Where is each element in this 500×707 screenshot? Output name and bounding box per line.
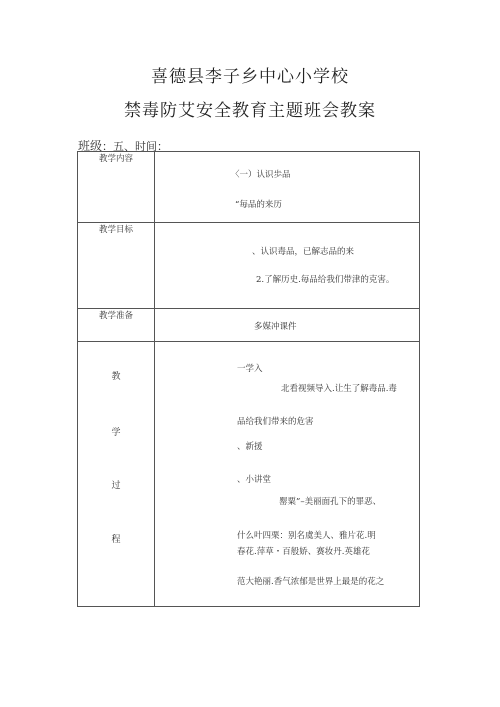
process-line-1: 一学入 [237, 364, 263, 374]
goals-line-1: 、认识毒品，已解志品的来 [252, 247, 355, 257]
process-cell [155, 342, 420, 607]
process-line-4: 、新援 [237, 442, 263, 452]
goals-line-2: 2.了解历史.毎品给我们带津的克害。 [256, 275, 395, 285]
process-label-char-1: 教 [111, 372, 121, 382]
prep-label: 教学准备 [78, 309, 155, 342]
goals-cell [155, 223, 420, 309]
content-cell [155, 152, 420, 223]
class-label: 班级 [78, 139, 103, 153]
school-name: 喜德县李子乡中心小学校 [151, 67, 349, 87]
prep-cell [155, 309, 420, 342]
lesson-plan-table [77, 151, 420, 607]
process-line-8: 春花.萍草・百般娇、赛妆丹.英雄花 [237, 547, 370, 557]
goals-row [78, 223, 420, 309]
process-row [78, 342, 420, 607]
process-line-6: 罂粟”–美丽面孔下的罪恶、 [279, 497, 382, 507]
prep-line-1: 多媒冲课件 [254, 322, 297, 332]
process-label [78, 342, 155, 607]
process-line-9: 范大艳丽.香气浓郁是世界上最是的花之 [237, 577, 385, 587]
process-line-5: 、小讲堂 [237, 475, 272, 485]
document-title: 禁毒防艾安全教育主题班会教案 [124, 101, 376, 121]
process-line-3: 品给我们带来的危害 [237, 417, 314, 427]
process-line-2: 北看视频导入.让生了解毒品.毒 [281, 384, 397, 394]
process-label-char-4: 程 [111, 535, 121, 545]
content-label: 教学内容 [78, 152, 155, 223]
content-line-1: 〈一）认识歩品 [231, 170, 291, 180]
prep-row [78, 309, 420, 342]
process-label-char-3: 过 [111, 481, 121, 491]
process-line-7: 什么叶四栗：别名虞美人、雅片花.明 [237, 531, 376, 541]
content-line-2: “毎品的来历 [235, 200, 282, 210]
content-row [78, 152, 420, 223]
goals-label: 教学目标 [78, 223, 155, 309]
process-label-char-2: 学 [111, 428, 121, 438]
class-time-value: ：五、时间： [102, 140, 169, 153]
